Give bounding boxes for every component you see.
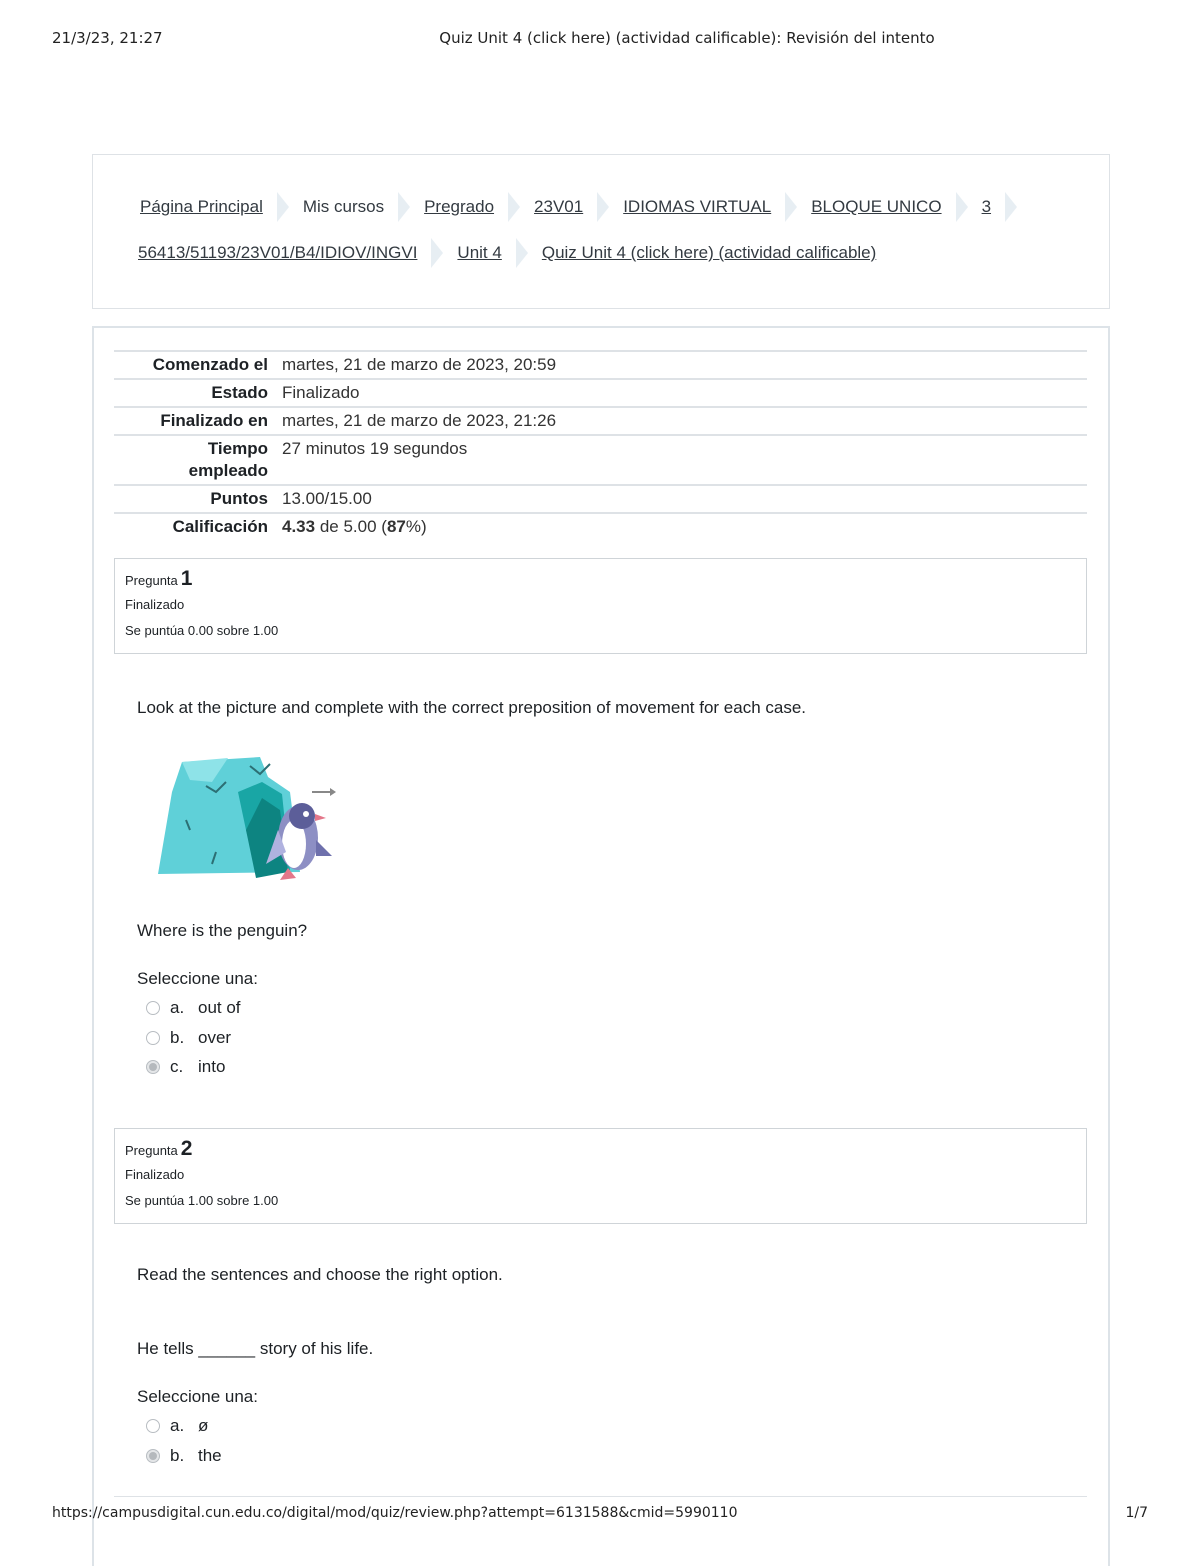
- radio-button-selected[interactable]: [146, 1060, 160, 1074]
- breadcrumb-pregrado[interactable]: Pregrado: [424, 197, 495, 216]
- option-letter: b.: [170, 1446, 185, 1465]
- question-text: Read the sentences and choose the right option.: [137, 1265, 503, 1284]
- question-number: [125, 567, 1076, 591]
- attempt-summary-table: [114, 350, 1087, 540]
- question-subtext: Where is the penguin?: [137, 921, 308, 940]
- option-text: over: [198, 1028, 232, 1047]
- question-subtext: He tells ______ story of his life.: [137, 1339, 374, 1358]
- breadcrumb-period[interactable]: 23V01: [534, 197, 584, 216]
- page-counter: 1/7: [1125, 1505, 1148, 1521]
- question-info-2: [114, 1128, 1087, 1224]
- grade-percent: 87: [386, 517, 406, 536]
- breadcrumb-bloque[interactable]: BLOQUE UNICO: [811, 197, 942, 216]
- summary-label: Puntos: [114, 485, 276, 513]
- radio-button[interactable]: [146, 1001, 160, 1015]
- divider: [114, 1496, 1087, 1497]
- summary-row-grade: [114, 513, 1087, 540]
- summary-value: [276, 513, 1087, 540]
- question-grade: Se puntúa 1.00 sobre 1.00: [125, 1193, 279, 1208]
- summary-label-line: Tiempo: [207, 439, 268, 458]
- answer-option-b[interactable]: [146, 1446, 222, 1466]
- summary-value: 27 minutos 19 segundos: [276, 435, 1087, 485]
- question-state: Finalizado: [125, 597, 185, 612]
- summary-row-started: [114, 351, 1087, 379]
- option-text: out of: [198, 998, 241, 1017]
- question-info-1: [114, 558, 1087, 654]
- breadcrumb-row-2: [138, 238, 876, 268]
- grade-score: 4.33: [282, 517, 316, 536]
- question-number-value: 2: [180, 1137, 193, 1160]
- grade-end: %): [405, 517, 427, 536]
- option-letter: a.: [170, 998, 185, 1017]
- summary-value: martes, 21 de marzo de 2023, 21:26: [276, 407, 1087, 435]
- answer-option-b[interactable]: [146, 1028, 231, 1048]
- breadcrumb-home[interactable]: Página Principal: [140, 197, 263, 216]
- radio-button[interactable]: [146, 1031, 160, 1045]
- grade-mid: de 5.00 (: [319, 517, 387, 536]
- breadcrumb-quiz[interactable]: Quiz Unit 4 (click here) (actividad calificable): [541, 243, 877, 262]
- option-text: into: [198, 1057, 226, 1076]
- breadcrumb-separator-icon: [277, 192, 289, 222]
- summary-row-time: [114, 435, 1087, 485]
- question-number-value: 1: [180, 567, 193, 590]
- breadcrumb-separator-icon: [516, 238, 528, 268]
- summary-row-points: [114, 485, 1087, 513]
- answer-option-a[interactable]: [146, 1416, 208, 1436]
- breadcrumb-separator-icon: [597, 192, 609, 222]
- breadcrumb-separator-icon: [431, 238, 443, 268]
- summary-value: Finalizado: [276, 379, 1087, 407]
- print-datetime: 21/3/23, 21:27: [52, 29, 163, 47]
- question-grade: Se puntúa 0.00 sobre 1.00: [125, 623, 279, 638]
- penguin-iceberg-image: [150, 752, 340, 892]
- print-title: Quiz Unit 4 (click here) (actividad calificable): Revisión del intento: [439, 29, 935, 47]
- breadcrumb-level[interactable]: 3: [981, 197, 992, 216]
- breadcrumb-separator-icon: [398, 192, 410, 222]
- breadcrumb-separator-icon: [508, 192, 520, 222]
- answer-option-c[interactable]: [146, 1057, 225, 1077]
- question-text: Look at the picture and complete with the correct preposition of movement for each case.: [137, 698, 807, 717]
- breadcrumb-separator-icon: [956, 192, 968, 222]
- breadcrumb-my-courses[interactable]: Mis cursos: [302, 197, 385, 216]
- option-text: ø: [198, 1416, 209, 1435]
- option-letter: b.: [170, 1028, 185, 1047]
- breadcrumb: [140, 192, 1031, 222]
- question-number: [125, 1137, 1076, 1161]
- summary-label: Estado: [114, 379, 276, 407]
- question-label: Pregunta: [125, 1143, 178, 1158]
- select-prompt: Seleccione una:: [137, 1387, 258, 1406]
- select-prompt: Seleccione una:: [137, 969, 258, 988]
- breadcrumb-unit[interactable]: Unit 4: [457, 243, 502, 262]
- print-url: https://campusdigital.cun.edu.co/digital/mod/quiz/review.php?attempt=6131588&cmid=5990110: [52, 1505, 738, 1521]
- summary-label: Calificación: [114, 513, 276, 540]
- summary-value: martes, 21 de marzo de 2023, 20:59: [276, 351, 1087, 379]
- question-label: Pregunta: [125, 573, 178, 588]
- answer-option-a[interactable]: [146, 998, 241, 1018]
- radio-button-selected[interactable]: [146, 1449, 160, 1463]
- option-letter: c.: [170, 1057, 184, 1076]
- summary-row-finished: [114, 407, 1087, 435]
- summary-value: 13.00/15.00: [276, 485, 1087, 513]
- option-letter: a.: [170, 1416, 185, 1435]
- radio-button[interactable]: [146, 1419, 160, 1433]
- breadcrumb-course[interactable]: 56413/51193/23V01/B4/IDIOV/INGVI: [138, 243, 418, 262]
- breadcrumb-separator-icon: [1005, 192, 1017, 222]
- breadcrumb-separator-icon: [785, 192, 797, 222]
- question-state: Finalizado: [125, 1167, 185, 1182]
- summary-label: Finalizado en: [114, 407, 276, 435]
- option-text: the: [198, 1446, 222, 1465]
- summary-label-line: empleado: [188, 461, 268, 480]
- summary-label: [114, 435, 276, 485]
- summary-row-state: [114, 379, 1087, 407]
- breadcrumb-container: [92, 154, 1110, 309]
- breadcrumb-idiomas[interactable]: IDIOMAS VIRTUAL: [623, 197, 772, 216]
- summary-label: Comenzado el: [114, 351, 276, 379]
